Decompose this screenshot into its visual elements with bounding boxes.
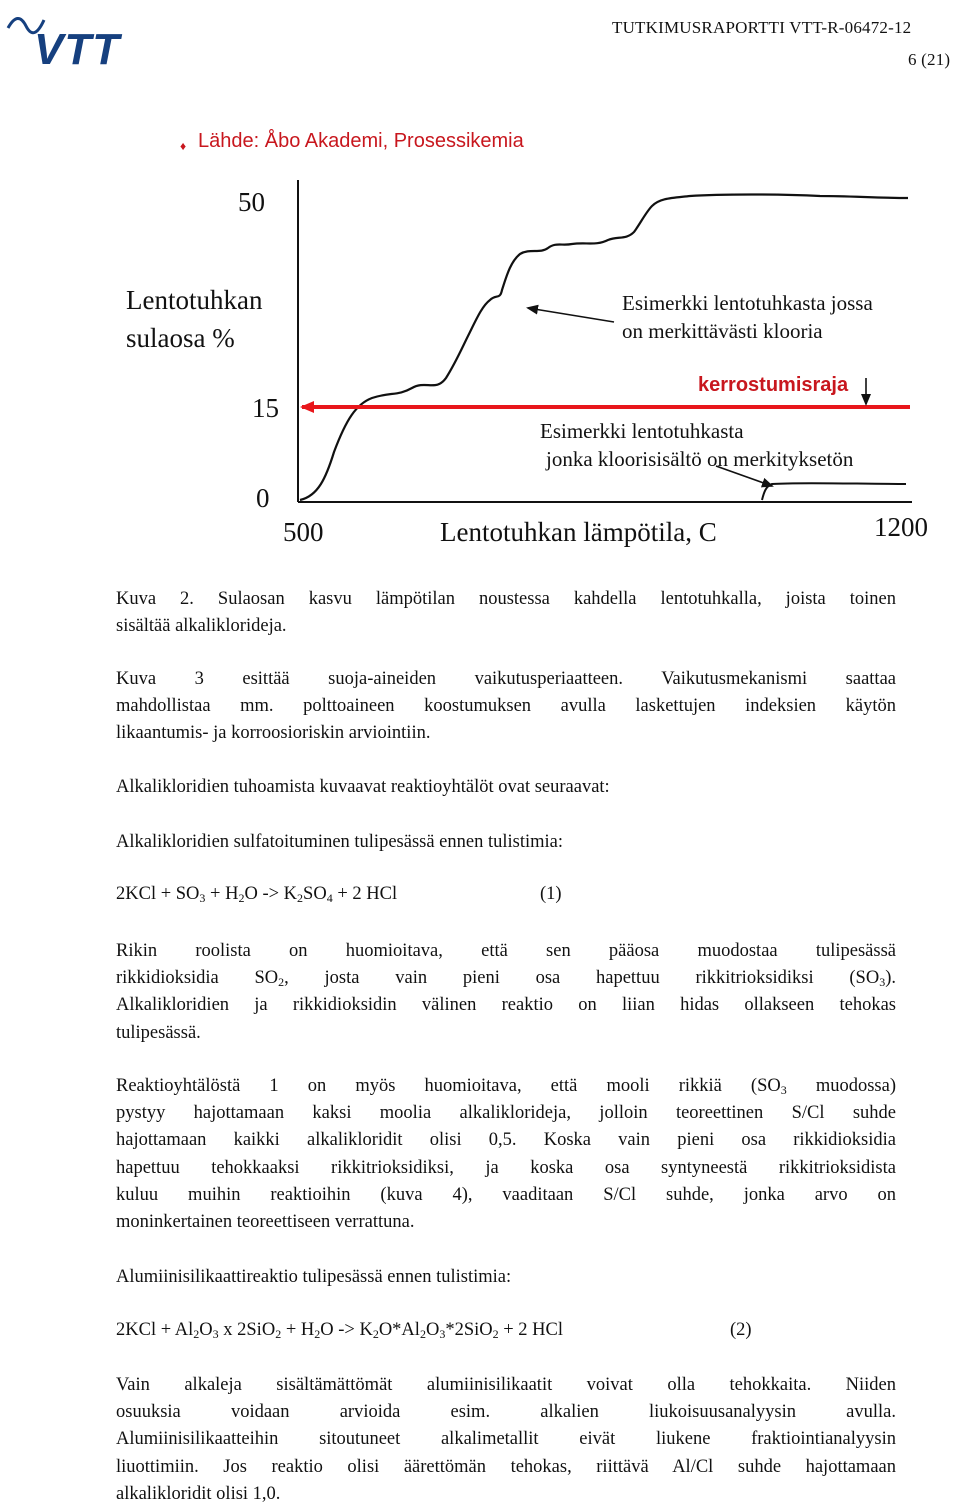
bullet-icon: ♦ [180,139,187,153]
melt-fraction-chart [0,0,960,560]
deposition-limit-label: kerrostumisraja [698,374,849,396]
equation-2-number: (2) [730,1320,752,1340]
equation-2: $2KCl + Al_2O_3$ x $2SiO_2 + H_2O -> K_2O*Al_2O_3*2SiO_2 + 2$ HCl [116,1320,564,1341]
paragraph-7: Vain alkaleja sisältämättömät alumiinisilikaatit voivat olla tehokkaita. Niiden osuuksia voidaan arvioida esim. alkalien liukoisuusanalyysin avulla. Alumiinisilikaatteihin sitoutuneet alkalimetallit eivät liukene fraktiointianalyysin liuottimiin. Jos reaktio olisi äärettömän tehokas, riittävä Al/Cl suhde hajottamaan alkalikloridit olisi 1,0. [116,1375,896,1504]
paragraph-1: Kuva 3 esittää suoja-aineiden vaikutusperiaatteen. Vaikutusmekanismi saattaa mahdollistaa mm. polttoaineen koostumuksen avulla laskettujen indeksien käytön likaantumis- ja korroosioriskin arviointiin. [116,669,896,744]
equation-1-number: (1) [540,884,562,904]
annotation-low-line2: jonka kloorisisältö on merkityksetön [546,447,854,471]
paragraph-5: Reaktioyhtälöstä 1 on myös huomioitava, että mooli rikkiä ($SO_3$ muodossa) pystyy hajottamaan kaksi moolia alkaliklorideja, jolloin teoreettinen S/Cl suhde hajottamaan kaikki alkalikloridit olisi 0,5. Koska vain pieni osa rikkidioksidia hapettuu tehokkaaksi rikkitrioksidiksi, ja koska osa syntyneestä rikkitrioksidista kuluu muihin reaktioihin (kuva 4), vaaditaan S/Cl suhde, jonka arvo on moninkertainen teoreettiseen verrattuna. [116,1076,896,1233]
x-tick-500: 500 [283,517,324,547]
paragraph-2: Alkalikloridien tuhoamista kuvaavat reaktioyhtälöt ovat seuraavat: [116,777,610,797]
y-axis-label-line2: sulaosa % [126,323,235,353]
paragraph-6: Alumiinisilikaattireaktio tulipesässä ennen tulistimia: [116,1267,512,1287]
paragraph-3: Alkalikloridien sulfatoituminen tulipesässä ennen tulistimia: [116,832,564,852]
y-axis-label-line1: Lentotuhkan [126,285,263,315]
x-axis-label: Lentotuhkan lämpötila, C [440,517,717,547]
x-tick-1200: 1200 [874,512,928,542]
paragraph-4: Rikin roolista on huomioitava, että sen pääosa muodostaa tulipesässä rikkidioksidia $SO_2$, josta vain pieni osa hapettuu rikkitrioksidiksi $(SO_3)$. Alkalikloridien ja rikkidioksidin välinen reaktio on liian hidas ollakseen tehokas tulipesässä. [116,941,896,1043]
annotation-chlorine-line2: on merkittävästi klooria [622,319,823,343]
arrow-chlorine [528,308,614,322]
annotation-low-line1: Esimerkki lentotuhkasta [540,419,744,443]
equation-1: $2KCl + SO_3 + H_2O -> K_2SO_4 + 2$ HCl [116,884,398,905]
svg-text:VTT: VTT [34,25,121,66]
figure-caption: Kuva 2. Sulaosan kasvu lämpötilan noustessa kahdella lentotuhkalla, joista toinen sisältää alkaliklorideja. [116,589,896,637]
figure-source: Lähde: Åbo Akademi, Prosessikemia [198,130,524,152]
page-number: 6 (21) [908,50,951,69]
annotation-chlorine-line1: Esimerkki lentotuhkasta jossa [622,291,873,315]
curve-low-chlorine-ash [762,483,906,500]
y-tick-15: 15 [252,393,279,423]
y-tick-50: 50 [238,187,265,217]
y-tick-0: 0 [256,483,270,513]
report-id: TUTKIMUSRAPORTTI VTT-R-06472-12 [612,18,912,37]
